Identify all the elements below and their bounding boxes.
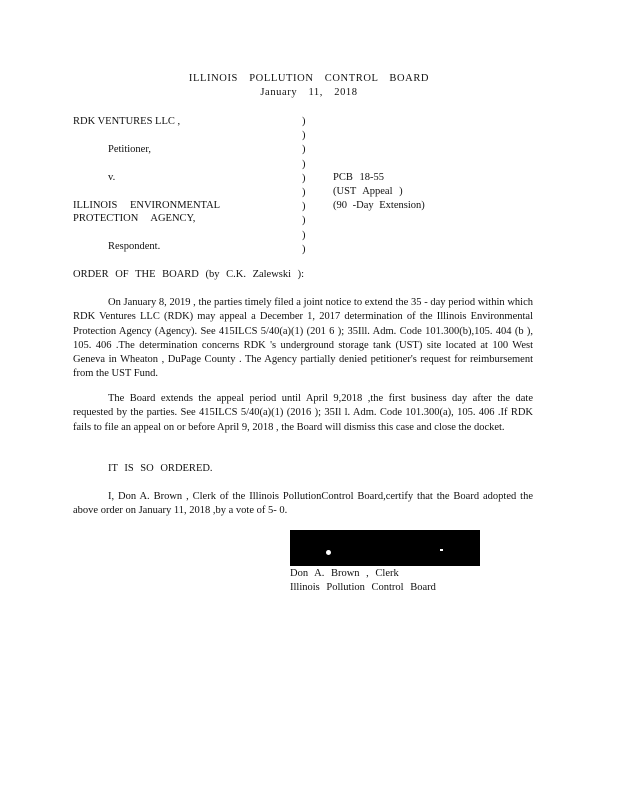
- case-type: (UST Appeal ): [333, 186, 403, 198]
- signature-mark: [440, 549, 443, 551]
- caption-paren: ): [302, 172, 306, 184]
- respondent-role: Respondent.: [108, 241, 161, 252]
- signature-block: [290, 567, 436, 595]
- versus-label: v.: [108, 172, 116, 183]
- petitioner-name: RDK VENTURES LLC ,: [73, 116, 181, 127]
- order-date: January 11, 2018: [260, 87, 358, 98]
- respondent-line-1: ILLINOIS ENVIRONMENTAL: [73, 200, 221, 211]
- so-ordered: IT IS SO ORDERED.: [108, 463, 213, 474]
- order-heading: ORDER OF THE BOARD (by C.K. Zalewski ):: [73, 269, 305, 280]
- caption-paren: ): [302, 243, 306, 255]
- document-header: [0, 72, 618, 100]
- clerk-office: Illinois Pollution Control Board: [290, 582, 436, 593]
- caption-paren: ): [302, 187, 306, 199]
- petitioner-role: Petitioner,: [108, 144, 152, 155]
- case-note: (90 -Day Extension): [333, 200, 425, 212]
- order-paragraph-2: The Board extends the appeal period until April 9,2018 ,the first business day after the date requested by the parties. See 415ILCS 5/40(a)(1) (2016 ); 35Il l. Adm. Code 101.300(a), 105. 406 .If RDK fails to file an appeal on or before April 9, 2018 , the Board will dismiss this case and close the docket.: [73, 393, 533, 433]
- caption-paren: ): [302, 201, 306, 213]
- agency-title: ILLINOIS POLLUTION CONTROL BOARD: [188, 73, 430, 84]
- caption-paren: ): [302, 229, 306, 241]
- caption-paren: ): [302, 130, 306, 142]
- caption-paren: ): [302, 158, 306, 170]
- redacted-signature: [290, 530, 480, 566]
- caption-divider: [302, 115, 312, 257]
- signature-mark: [326, 550, 331, 555]
- caption-paren: ): [302, 215, 306, 227]
- caption-paren: ): [302, 116, 306, 127]
- respondent-line-2: PROTECTION AGENCY,: [73, 213, 196, 224]
- caption-paren: ): [302, 144, 306, 156]
- case-info: [333, 171, 425, 214]
- clerk-certification: I, Don A. Brown , Clerk of the Illinois PollutionControl Board,certify that the Board adopted the above order on January 11, 2018 ,by a vote of 5- 0.: [73, 491, 533, 517]
- clerk-name: Don A. Brown , Clerk: [290, 568, 399, 579]
- order-paragraph-1: On January 8, 2019 , the parties timely filed a joint notice to extend the 35 - day period within which RDK Ventures LLC (RDK) may appeal a December 1, 2017 determination of the Illinois Environmental Protection Agency (Agency). See 415ILCS 5/40(a)(1) (201 6 ); 35Ill. Adm. Code 101.300(b),105. 404 (b ), 105. 406 .The determination concerns RDK 's underground storage tank (UST) site located at 100 West Geneva in Wheaton , DuPage County . The Agency partially denied petitioner's request for reimbursement from the UST Fund.: [73, 297, 533, 380]
- case-number: PCB 18-55: [333, 172, 384, 183]
